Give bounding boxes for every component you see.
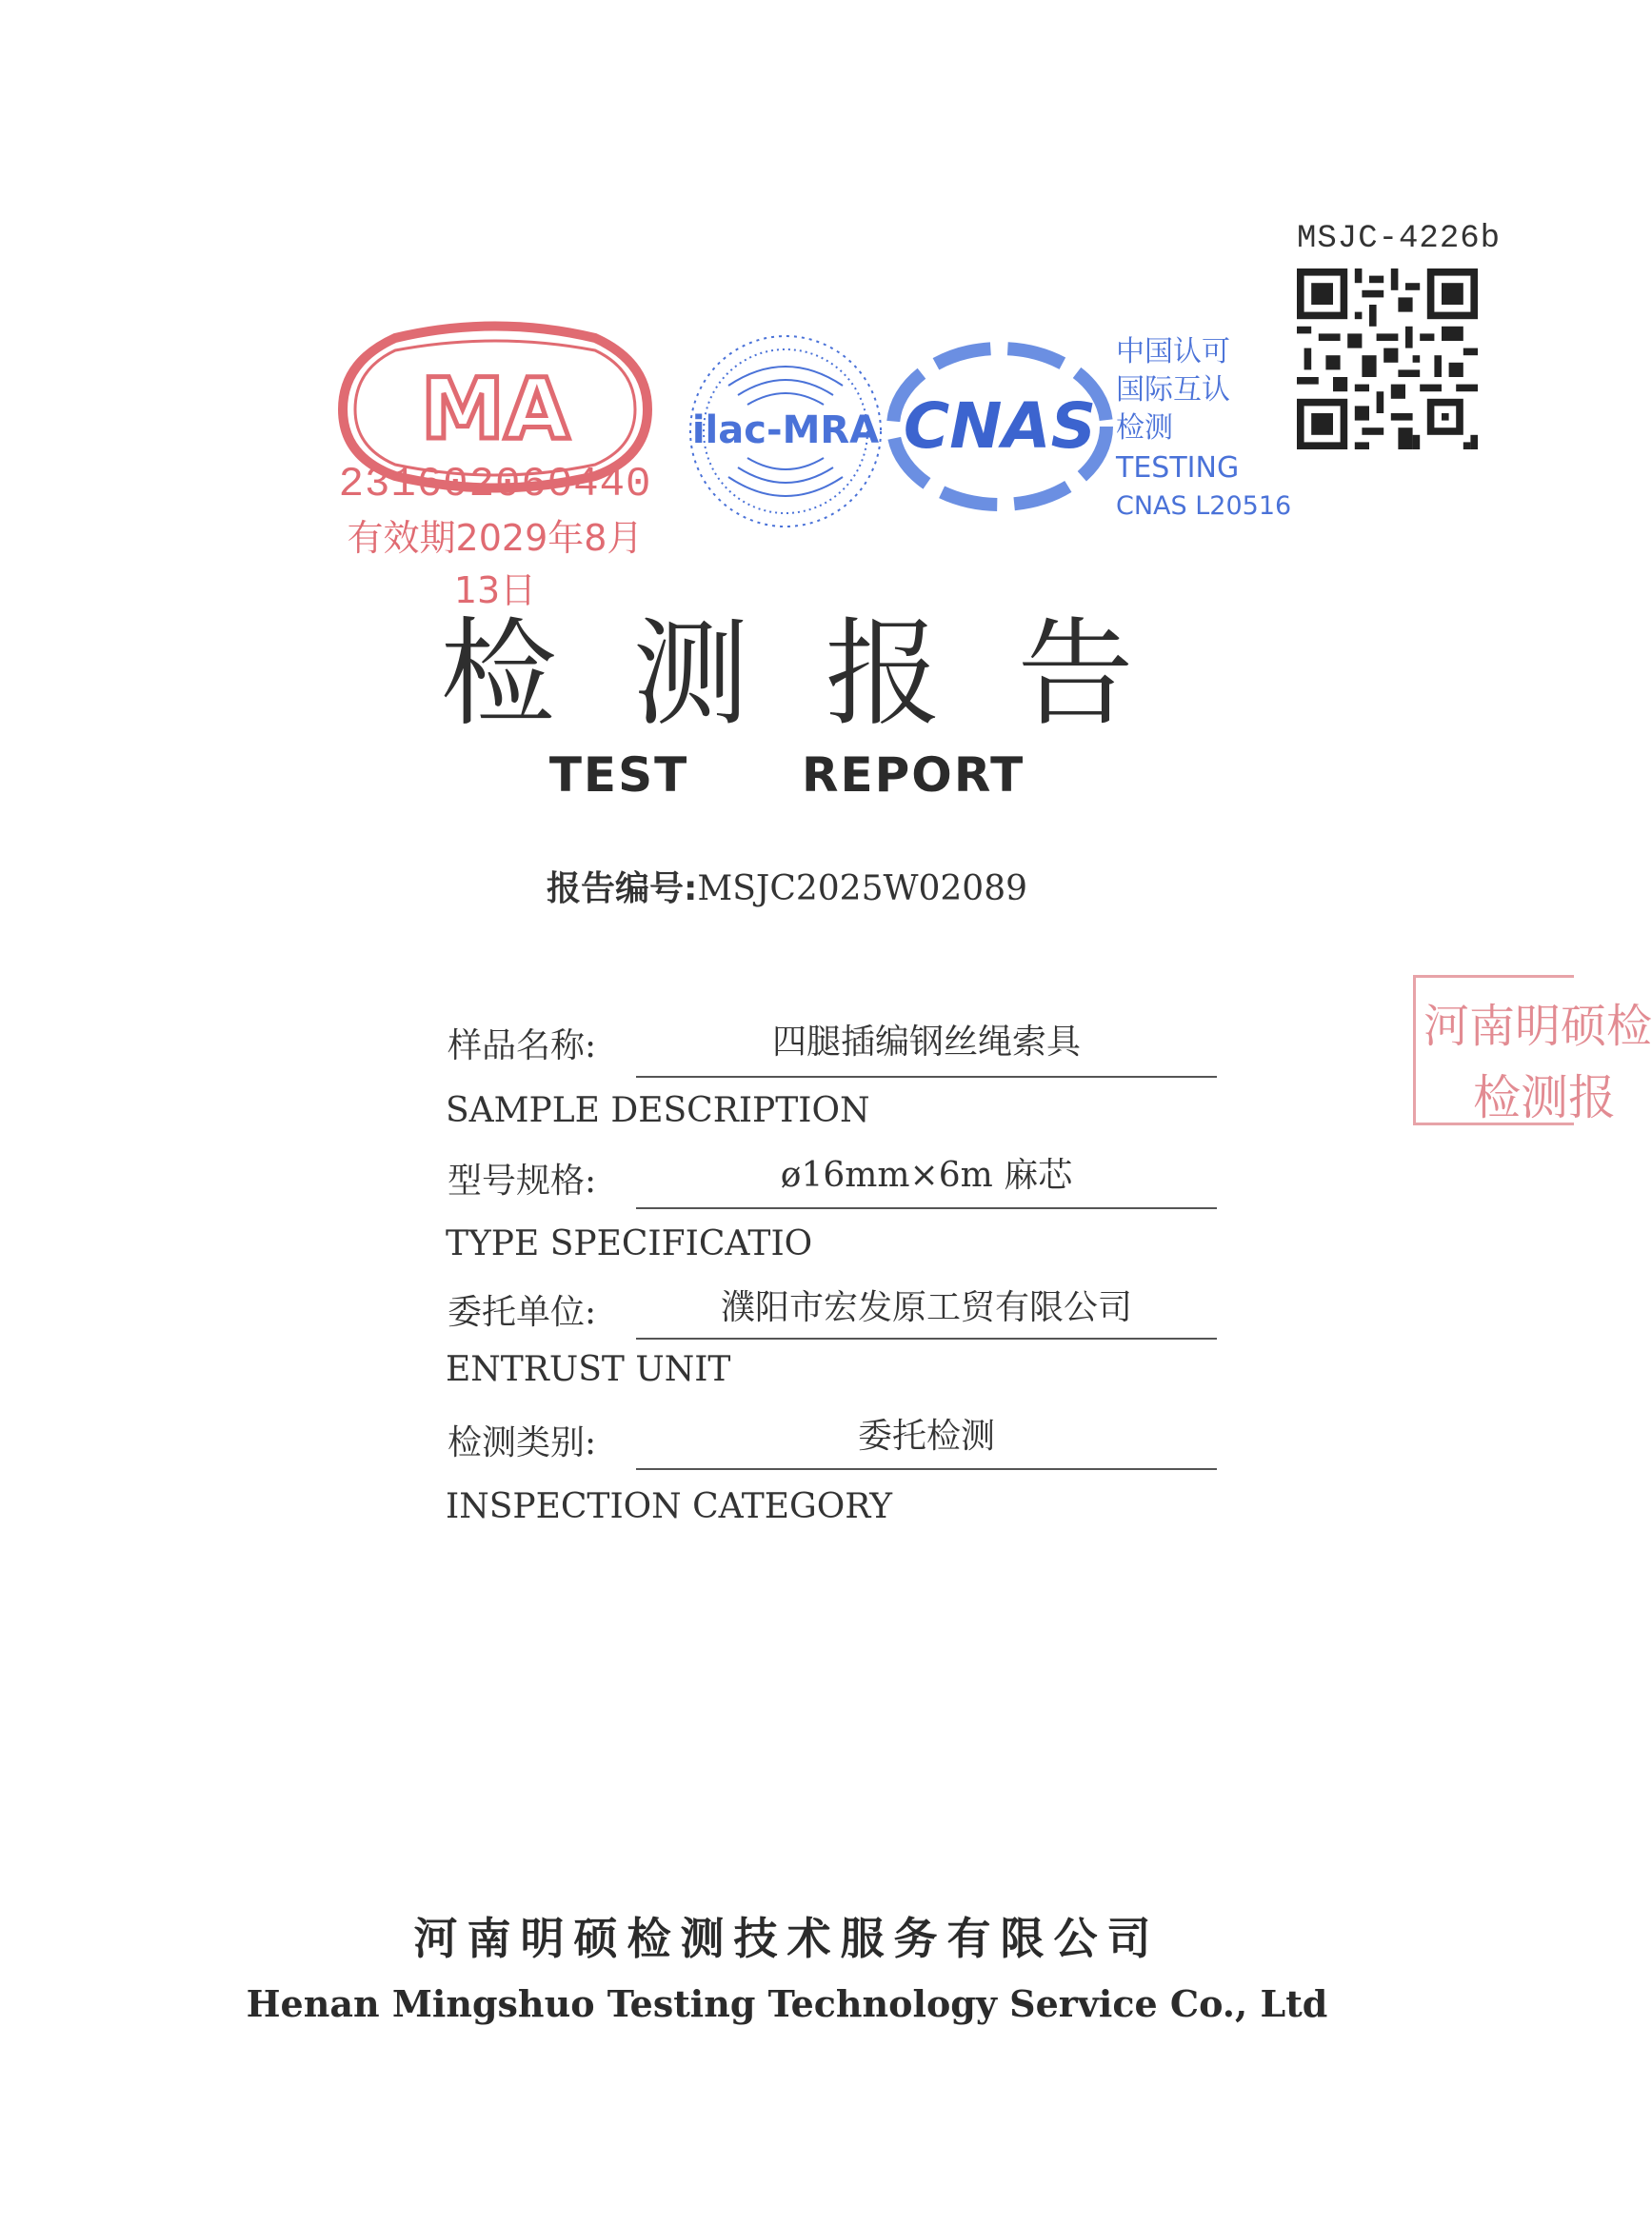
- svg-text:MA: MA: [421, 360, 569, 458]
- title-chinese: 检测报告: [440, 606, 1210, 742]
- entrust-unit-value: 濮阳市宏发原工贸有限公司: [720, 1288, 1132, 1327]
- svg-text:CNAS: CNAS: [903, 389, 1097, 463]
- type-spec-value: ø16mm×6m 麻芯: [780, 1156, 1073, 1195]
- inspection-category-label-en: INSPECTION CATEGORY: [446, 1487, 893, 1526]
- sample-name-value: 四腿插编钢丝绳索具: [771, 1023, 1081, 1062]
- seal-line-2: 检测报: [1473, 1070, 1616, 1125]
- report-number-label: 报告编号:: [546, 869, 698, 908]
- inspection-category-label-cn: 检测类别:: [448, 1423, 597, 1462]
- report-number: [0, 862, 1574, 910]
- cnas-line-2: 国际互认: [1116, 373, 1230, 407]
- cnas-line-1: 中国认可: [1116, 335, 1230, 368]
- company-seal-stamp: [1413, 975, 1652, 1125]
- entrust-unit-underline: [636, 1338, 1217, 1340]
- inspection-category-underline: [636, 1468, 1217, 1470]
- cma-number: 231602060440: [338, 461, 652, 508]
- cnas-logo-icon: [886, 341, 1114, 512]
- title-english: TEST REPORT: [548, 747, 1025, 803]
- cma-validity: 有效期2029年8月13日: [347, 517, 644, 611]
- type-spec-underline: [636, 1207, 1217, 1209]
- entrust-unit-label-en: ENTRUST UNIT: [446, 1350, 731, 1389]
- sample-name-underline: [636, 1076, 1217, 1078]
- cnas-line-5: CNAS L20516: [1116, 491, 1292, 521]
- sample-description-label: SAMPLE DESCRIPTION: [446, 1091, 870, 1130]
- document-code: MSJC-4226b: [1297, 221, 1502, 257]
- qr-code: [1297, 268, 1478, 449]
- sample-name-label: 样品名称:: [448, 1026, 597, 1065]
- company-name-chinese: 河南明硕检测技术服务有限公司: [413, 1913, 1161, 1964]
- type-spec-label: 型号规格:: [448, 1162, 597, 1201]
- company-name-english: Henan Mingshuo Testing Technology Service Co., Ltd: [246, 1982, 1328, 2025]
- ilac-mra-logo-icon: [686, 328, 886, 533]
- report-number-value: MSJC2025W02089: [697, 869, 1028, 908]
- cnas-line-4: TESTING: [1116, 451, 1240, 485]
- entrust-unit-label-cn: 委托单位:: [448, 1293, 597, 1332]
- svg-text:ilac-MRA: ilac-MRA: [691, 408, 880, 452]
- type-specification-label: TYPE SPECIFICATIO: [446, 1224, 813, 1263]
- cnas-line-3: 检测: [1116, 411, 1173, 445]
- inspection-category-value: 委托检测: [857, 1417, 995, 1456]
- seal-line-1: 河南明硕检: [1423, 1000, 1652, 1053]
